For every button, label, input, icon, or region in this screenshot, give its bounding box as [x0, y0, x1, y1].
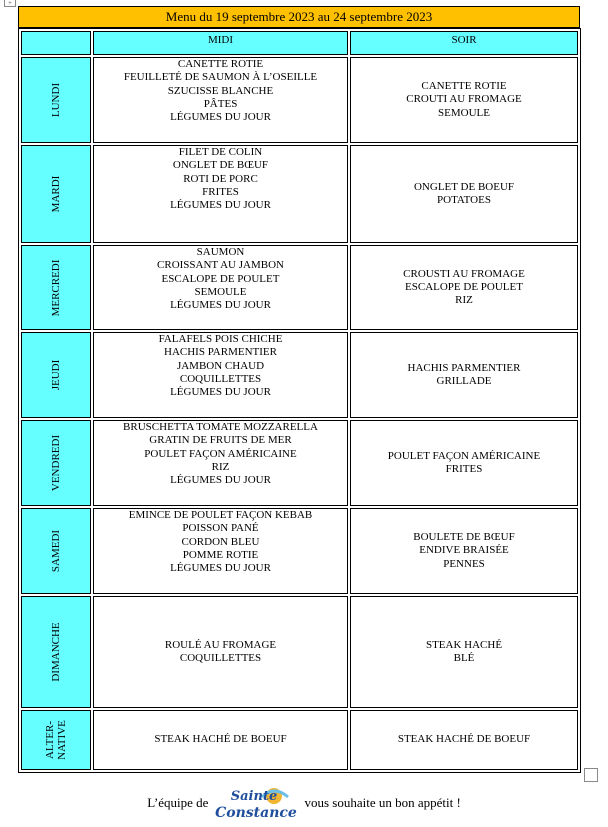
day-name-cell	[21, 332, 91, 418]
soir-dishes-cell	[350, 245, 578, 330]
dish-item: ONGLET DE BŒUF	[172, 159, 269, 172]
dish-item: ROTI DE PORC	[183, 172, 258, 185]
dish-item: RIZ	[455, 294, 473, 307]
day-name: LUNDI	[50, 82, 62, 118]
sainte-constance-logo	[212, 783, 300, 823]
dish-item: LÉGUMES DU JOUR	[170, 299, 271, 312]
corner-marker: +	[4, 0, 16, 7]
dish-item: POISSON PANÉ	[182, 522, 259, 535]
midi-dishes-cell	[93, 245, 348, 330]
dish-item: FRITES	[202, 185, 239, 198]
soir-dishes-cell	[350, 145, 578, 243]
dish-item: PENNES	[443, 557, 485, 570]
dish-item: LÉGUMES DU JOUR	[170, 386, 271, 399]
dish-item: LÉGUMES DU JOUR	[170, 562, 271, 575]
dish-item: SZUCISSE BLANCHE	[167, 84, 274, 97]
dish-item: SEMOULE	[438, 106, 490, 119]
midi-dishes-cell	[93, 332, 348, 418]
dish-item: LÉGUMES DU JOUR	[170, 111, 271, 124]
dish-item: HACHIS PARMENTIER	[164, 346, 277, 359]
day-name: SAMEDI	[50, 529, 62, 573]
dish-item: BOULETE DE BŒUF	[413, 531, 515, 544]
day-row	[21, 245, 578, 330]
dish-item: GRILLADE	[436, 375, 492, 387]
dish-item: CROUTI AU FROMAGE	[406, 93, 522, 106]
header-row	[21, 31, 578, 55]
day-name: VENDREDI	[50, 434, 62, 492]
dish-item: STEAK HACHÉ DE BOEUF	[397, 733, 531, 746]
dish-item: LÉGUMES DU JOUR	[170, 474, 271, 487]
midi-dishes-cell	[93, 596, 348, 708]
dish-item: ESCALOPE DE POULET	[161, 272, 280, 285]
day-row	[21, 596, 578, 708]
dish-item: HACHIS PARMENTIER	[407, 361, 521, 374]
midi-dishes-cell	[93, 420, 348, 506]
day-row	[21, 710, 578, 770]
dish-item: JAMBON CHAUD	[176, 359, 265, 372]
dish-item: RIZ	[211, 460, 230, 473]
day-row	[21, 57, 578, 143]
dish-item: POULET FAÇON AMÉRICAINE	[144, 447, 297, 460]
soir-dishes-cell	[350, 332, 578, 418]
dish-item: CROUSTI AU FROMAGE	[403, 267, 525, 280]
footer	[0, 782, 608, 824]
dish-item: SAUMON	[196, 246, 245, 258]
svg-text:Constance: Constance	[215, 805, 298, 821]
dish-item: FALAFELS POIS CHICHE	[158, 333, 283, 345]
svg-text:Sainte: Sainte	[231, 789, 278, 804]
dish-item: LÉGUMES DU JOUR	[170, 199, 271, 212]
day-name: DIMANCHE	[50, 622, 62, 682]
footer-text-after: vous souhaite un bon appétit !	[304, 795, 461, 810]
dish-item: ENDIVE BRAISÉE	[419, 544, 509, 557]
day-name-cell	[21, 508, 91, 594]
header-blank-cell	[21, 31, 91, 55]
dish-item: FRITES	[445, 463, 483, 475]
footer-text-before: L’équipe de	[147, 795, 209, 810]
dish-item: CORDON BLEU	[181, 535, 260, 548]
dish-item: FEUILLETÉ DE SAUMON À L’OSEILLE	[123, 71, 318, 84]
dish-item: POMME ROTIE	[182, 548, 259, 561]
dish-item: POTATOES	[437, 194, 491, 206]
soir-dishes-cell	[350, 508, 578, 594]
day-name-cell	[21, 596, 91, 708]
dish-item: COQUILLETTES	[179, 372, 262, 385]
dish-item: CROISSANT AU JAMBON	[157, 259, 284, 272]
day-name-cell	[21, 245, 91, 330]
day-row	[21, 332, 578, 418]
soir-dishes-cell	[350, 710, 578, 770]
corner-box	[584, 768, 598, 782]
soir-dishes-cell	[350, 596, 578, 708]
midi-dishes-cell	[93, 145, 348, 243]
dish-item: ESCALOPE DE POULET	[405, 280, 523, 293]
day-name-cell	[21, 145, 91, 243]
dish-item: FILET DE COLIN	[178, 146, 263, 158]
midi-dishes-cell	[93, 508, 348, 594]
day-name: MARDI	[50, 175, 62, 213]
header-soir: SOIR	[350, 31, 578, 55]
day-row	[21, 508, 578, 594]
day-name: JEUDI	[50, 359, 62, 391]
day-name-cell	[21, 420, 91, 506]
dish-item: GRATIN DE FRUITS DE MER	[149, 434, 292, 447]
day-name-cell	[21, 710, 91, 770]
dish-item: EMINCE DE POULET FAÇON KEBAB	[128, 509, 313, 521]
dish-item: ONGLET DE BOEUF	[413, 180, 514, 193]
dish-item: CANETTE ROTIE	[421, 80, 507, 93]
menu-table	[18, 28, 581, 773]
header-midi: MIDI	[93, 31, 348, 55]
dish-item: STEAK HACHÉ	[425, 638, 503, 651]
dish-item: BRUSCHETTA TOMATE MOZZARELLA	[123, 421, 318, 433]
dish-item: SEMOULE	[194, 285, 247, 298]
dish-item: CANETTE ROTIE	[177, 58, 264, 70]
menu-title: Menu du 19 septembre 2023 au 24 septembre 2023	[18, 6, 580, 28]
dish-item: COQUILLETTES	[179, 652, 262, 664]
dish-item: PÂTES	[203, 97, 238, 110]
day-row	[21, 145, 578, 243]
day-name: ALTER- NATIVE	[44, 720, 68, 760]
day-name: MERCREDI	[50, 259, 62, 316]
dish-item: POULET FAÇON AMÉRICAINE	[387, 449, 541, 462]
dish-item: ROULÉ AU FROMAGE	[164, 638, 277, 651]
soir-dishes-cell	[350, 420, 578, 506]
midi-dishes-cell	[93, 57, 348, 143]
soir-dishes-cell	[350, 57, 578, 143]
dish-item: BLÉ	[453, 652, 475, 664]
day-name-cell	[21, 57, 91, 143]
day-row	[21, 420, 578, 506]
midi-dishes-cell	[93, 710, 348, 770]
dish-item: STEAK HACHÉ DE BOEUF	[154, 733, 287, 746]
